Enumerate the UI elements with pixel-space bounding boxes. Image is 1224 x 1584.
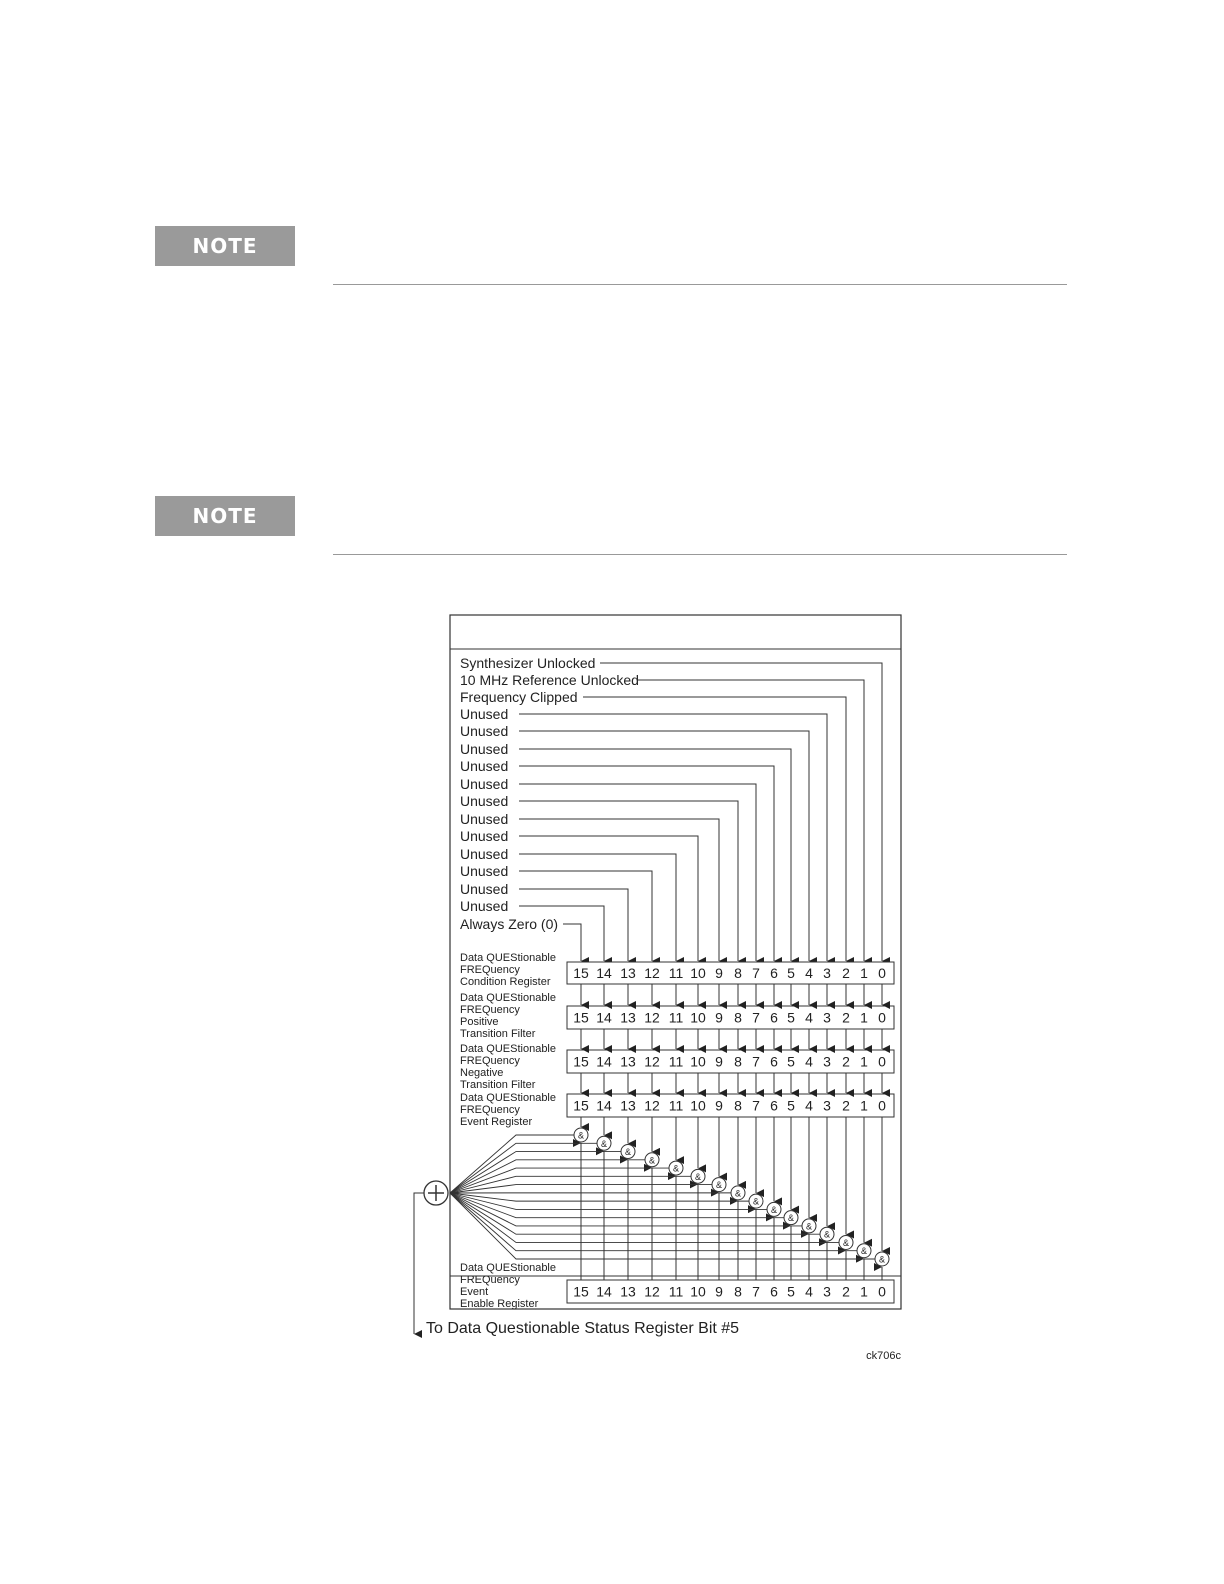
and-gate-symbol: & <box>694 1171 702 1182</box>
register-label: Transition Filter <box>460 1028 536 1040</box>
register-label: FREQuency <box>460 1274 520 1286</box>
signal-line <box>519 749 791 961</box>
register-bit: 10 <box>690 1097 706 1114</box>
register-bit: 8 <box>734 1009 742 1026</box>
register-bit: 11 <box>668 1009 684 1026</box>
register-bit: 5 <box>787 1053 795 1070</box>
signal-label: Unused <box>460 863 509 879</box>
register-bit: 0 <box>878 965 886 981</box>
register-bit: 6 <box>770 1009 778 1026</box>
register-bit: 2 <box>842 965 850 981</box>
register-bit: 7 <box>752 1097 760 1114</box>
register-bit: 15 <box>573 1097 589 1114</box>
signal-label: Unused <box>460 776 509 792</box>
register-bit: 3 <box>823 965 831 981</box>
signal-label: 10 MHz Reference Unlocked <box>460 672 639 688</box>
gate-output-line <box>450 1193 749 1201</box>
register-bit: 0 <box>878 1053 886 1070</box>
register-bit: 0 <box>878 1097 886 1114</box>
register-bit: 10 <box>690 965 706 981</box>
register-bit: 6 <box>770 1053 778 1070</box>
signal-label: Unused <box>460 793 509 809</box>
output-label: To Data Questionable Status Register Bit #5 <box>426 1320 740 1337</box>
register-bit: 14 <box>596 1097 612 1114</box>
register-bit: 3 <box>823 1009 831 1026</box>
and-gate-symbol: & <box>770 1204 778 1215</box>
register-bit: 14 <box>596 1053 612 1070</box>
register-bit: 13 <box>620 1283 636 1300</box>
register-bit: 8 <box>734 1097 742 1114</box>
register-bit: 7 <box>752 1009 760 1026</box>
register-bit: 2 <box>842 1053 850 1070</box>
and-gate-symbol: & <box>734 1188 742 1199</box>
register-bit: 4 <box>805 1009 813 1026</box>
register-bit: 6 <box>770 1283 778 1300</box>
register-bit: 14 <box>596 1009 612 1026</box>
signal-label: Unused <box>460 846 509 862</box>
register-bit: 4 <box>805 1097 813 1114</box>
signal-line <box>638 680 864 961</box>
and-gate-symbol: & <box>600 1138 608 1149</box>
register-bit: 14 <box>596 965 612 981</box>
register-bit: 10 <box>690 1053 706 1070</box>
and-gate-symbol: & <box>624 1147 632 1158</box>
and-gate-symbol: & <box>577 1130 585 1141</box>
figure-id: ck706c <box>866 1350 901 1362</box>
register-bit: 7 <box>752 965 760 981</box>
register-bit: 9 <box>715 1097 723 1114</box>
register-bit: 3 <box>823 1283 831 1300</box>
signal-label: Unused <box>460 881 509 897</box>
register-label: FREQuency <box>460 1004 520 1016</box>
register-bit: 5 <box>787 1097 795 1114</box>
register-bit: 4 <box>805 1053 813 1070</box>
register-bit: 2 <box>842 1009 850 1026</box>
register-bit: 7 <box>752 1283 760 1300</box>
register-label: FREQuency <box>460 1055 520 1067</box>
register-label: Condition Register <box>460 976 551 988</box>
signal-line <box>519 836 698 961</box>
register-bit: 13 <box>620 965 636 981</box>
signal-label: Always Zero (0) <box>460 916 559 932</box>
register-label: Data QUEStionable <box>460 1092 556 1104</box>
register-bit: 3 <box>823 1053 831 1070</box>
register-label: Data QUEStionable <box>460 952 556 964</box>
register-bit: 5 <box>787 1009 795 1026</box>
signal-line <box>583 697 846 961</box>
register-bit: 9 <box>715 1283 723 1300</box>
signal-line <box>600 663 882 961</box>
signal-label: Unused <box>460 723 509 739</box>
register-label: Enable Register <box>460 1298 539 1310</box>
signal-line <box>519 819 719 961</box>
register-bit: 13 <box>620 1053 636 1070</box>
signal-label: Unused <box>460 741 509 757</box>
register-bit: 8 <box>734 1053 742 1070</box>
register-bit: 1 <box>860 1053 868 1070</box>
register-bit: 5 <box>787 1283 795 1300</box>
register-bit: 7 <box>752 1053 760 1070</box>
signal-line <box>563 924 581 961</box>
and-gate-symbol: & <box>787 1213 795 1224</box>
register-bit: 8 <box>734 1283 742 1300</box>
register-bit: 11 <box>668 1097 684 1114</box>
register-label: Data QUEStionable <box>460 992 556 1004</box>
and-gate-symbol: & <box>752 1196 760 1207</box>
register-label: Positive <box>460 1016 499 1028</box>
register-label: Event Register <box>460 1116 533 1128</box>
signal-label: Unused <box>460 706 509 722</box>
signal-label: Synthesizer Unlocked <box>460 655 596 671</box>
register-bit: 2 <box>842 1283 850 1300</box>
register-label: Negative <box>460 1067 504 1079</box>
register-bit: 10 <box>690 1283 706 1300</box>
and-gate-symbol: & <box>823 1229 831 1240</box>
register-bit: 13 <box>620 1009 636 1026</box>
and-gate-symbol: & <box>860 1246 868 1257</box>
register-bit: 3 <box>823 1097 831 1114</box>
signal-label: Unused <box>460 758 509 774</box>
register-bit: 1 <box>860 1097 868 1114</box>
register-bit: 12 <box>644 1009 660 1026</box>
signal-label: Unused <box>460 898 509 914</box>
register-bit: 15 <box>573 1009 589 1026</box>
register-label: FREQuency <box>460 1104 520 1116</box>
and-gate-symbol: & <box>805 1221 813 1232</box>
and-gate-symbol: & <box>672 1163 680 1174</box>
register-bit: 11 <box>668 1283 684 1300</box>
register-bit: 9 <box>715 1009 723 1026</box>
register-bit: 13 <box>620 1097 636 1114</box>
register-label: Data QUEStionable <box>460 1262 556 1274</box>
register-bit: 9 <box>715 965 723 981</box>
register-bit: 5 <box>787 965 795 981</box>
register-bit: 6 <box>770 1097 778 1114</box>
note-label-1: NOTE <box>155 226 295 266</box>
and-gate-symbol: & <box>878 1254 886 1265</box>
register-bit: 11 <box>668 1053 684 1070</box>
register-bit: 11 <box>668 965 684 981</box>
register-bit: 1 <box>860 965 868 981</box>
register-label: Transition Filter <box>460 1079 536 1091</box>
register-bit: 15 <box>573 1053 589 1070</box>
register-bit: 1 <box>860 1283 868 1300</box>
register-bit: 15 <box>573 1283 589 1300</box>
register-bit: 12 <box>644 965 660 981</box>
output-line <box>414 1193 424 1334</box>
signal-label: Frequency Clipped <box>460 689 578 705</box>
and-gate-symbol: & <box>715 1180 723 1191</box>
register-bit: 8 <box>734 965 742 981</box>
register-label: Event <box>460 1286 489 1298</box>
signal-label: Unused <box>460 811 509 827</box>
register-bit: 10 <box>690 1009 706 1026</box>
register-bit: 1 <box>860 1009 868 1026</box>
and-gate-symbol: & <box>648 1155 656 1166</box>
signal-line <box>519 784 756 961</box>
register-bit: 4 <box>805 965 813 981</box>
note-label-2: NOTE <box>155 496 295 536</box>
register-bit: 4 <box>805 1283 813 1300</box>
register-bit: 12 <box>644 1283 660 1300</box>
register-bit: 15 <box>573 965 589 981</box>
register-label: FREQuency <box>460 964 520 976</box>
register-label: Data QUEStionable <box>460 1043 556 1055</box>
register-bit: 9 <box>715 1053 723 1070</box>
register-bit: 6 <box>770 965 778 981</box>
signal-label: Unused <box>460 828 509 844</box>
register-bit: 12 <box>644 1053 660 1070</box>
and-gate-symbol: & <box>842 1237 850 1248</box>
register-bit: 0 <box>878 1283 886 1300</box>
register-bit: 14 <box>596 1283 612 1300</box>
register-bit: 12 <box>644 1097 660 1114</box>
register-bit: 0 <box>878 1009 886 1026</box>
register-bit: 2 <box>842 1097 850 1114</box>
